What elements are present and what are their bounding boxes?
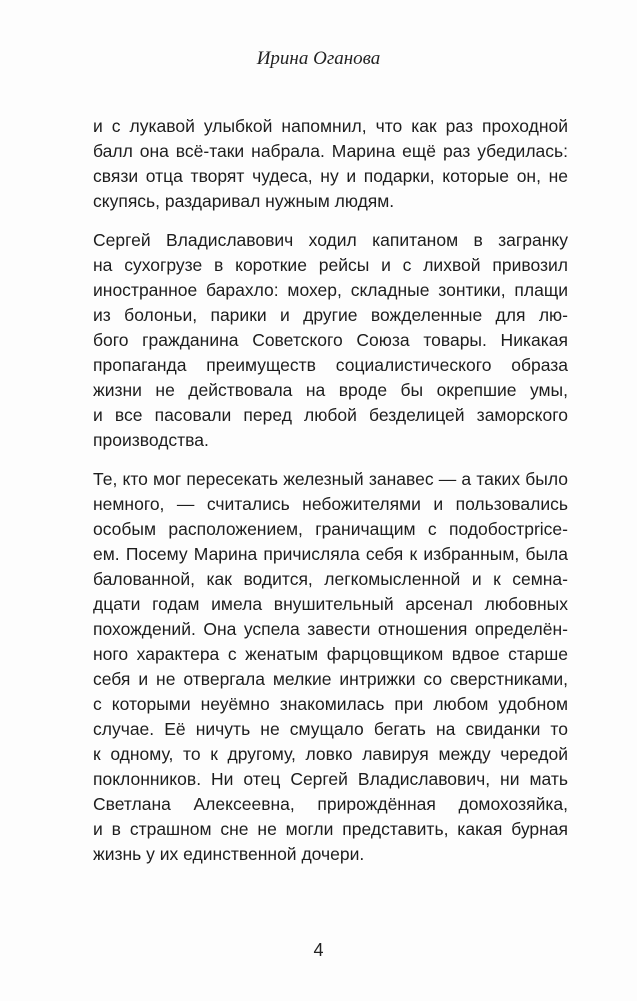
text-line: жизни не действовала на вроде бы окрепшие умы, [93, 380, 568, 400]
paragraph-2 [93, 228, 568, 453]
text-line: Те, кто мог пересекать железный занавес — а таких было [93, 469, 568, 489]
text-line: производства. [93, 430, 209, 450]
text-line: себя и не отвергала мелкие интрижки со сверстниками, [93, 669, 568, 689]
text-line: иностранное барахло: мохер, складные зонтики, плащи [93, 280, 568, 300]
text-line: скупясь, раздаривал нужным людям. [93, 191, 395, 211]
running-head-author: Ирина Оганова [256, 48, 381, 69]
text-line: на сухогрузе в короткие рейсы и с лихвой привозил [93, 255, 568, 275]
text-line: и с лукавой улыбкой напомнил, что как раз проходной [93, 116, 568, 136]
paragraph-1 [93, 114, 568, 214]
page-number: 4 [313, 940, 324, 960]
text-line: похождений. Она успела завести отношения определён- [93, 619, 568, 639]
text-line: ем. Посему Марина причисляла себя к избранным, была [93, 544, 568, 564]
text-line: балованной, как водится, легкомысленной и к семна- [93, 569, 568, 589]
text-line: бого гражданина Советского Союза товары. Никакая [93, 330, 568, 350]
body-text [93, 114, 568, 881]
text-line: и все пасовали перед любой безделицей заморского [93, 405, 568, 425]
text-line: особым расположением, граничащим с подобостprice- [93, 519, 568, 539]
text-line: ного характера с женатым фарцовщиком вдвое старше [93, 644, 568, 664]
text-line: немного, — считались небожителями и пользовались [93, 494, 568, 514]
text-line: жизнь у их единственной дочери. [93, 844, 365, 864]
text-line: Сергей Владиславович ходил капитаном в загранку [93, 230, 568, 250]
paragraph-3 [93, 467, 568, 867]
text-line: и в страшном сне не могли представить, какая бурная [93, 819, 568, 839]
text-line: связи отца творят чудеса, ну и подарки, которые он, не [93, 166, 568, 186]
text-line: пропаганда преимуществ социалистического образа [93, 355, 568, 375]
text-line: Светлана Алексеевна, прирождённая домохозяйка, [93, 794, 568, 814]
text-line: балл она всё-таки набрала. Марина ещё раз убедилась: [93, 141, 568, 161]
text-line: случае. Её ничуть не смущало бегать на свиданки то [93, 719, 568, 739]
text-line: поклонников. Ни отец Сергей Владиславович, ни мать [93, 769, 568, 789]
text-line: к одному, то к другому, ловко лавируя между чередой [93, 744, 568, 764]
text-line: дцати годам имела внушительный арсенал любовных [93, 594, 568, 614]
text-line: с которыми неуёмно знакомилась при любом удобном [93, 694, 568, 714]
text-line: из болоньи, парики и другие вожделенные для лю- [93, 305, 568, 325]
